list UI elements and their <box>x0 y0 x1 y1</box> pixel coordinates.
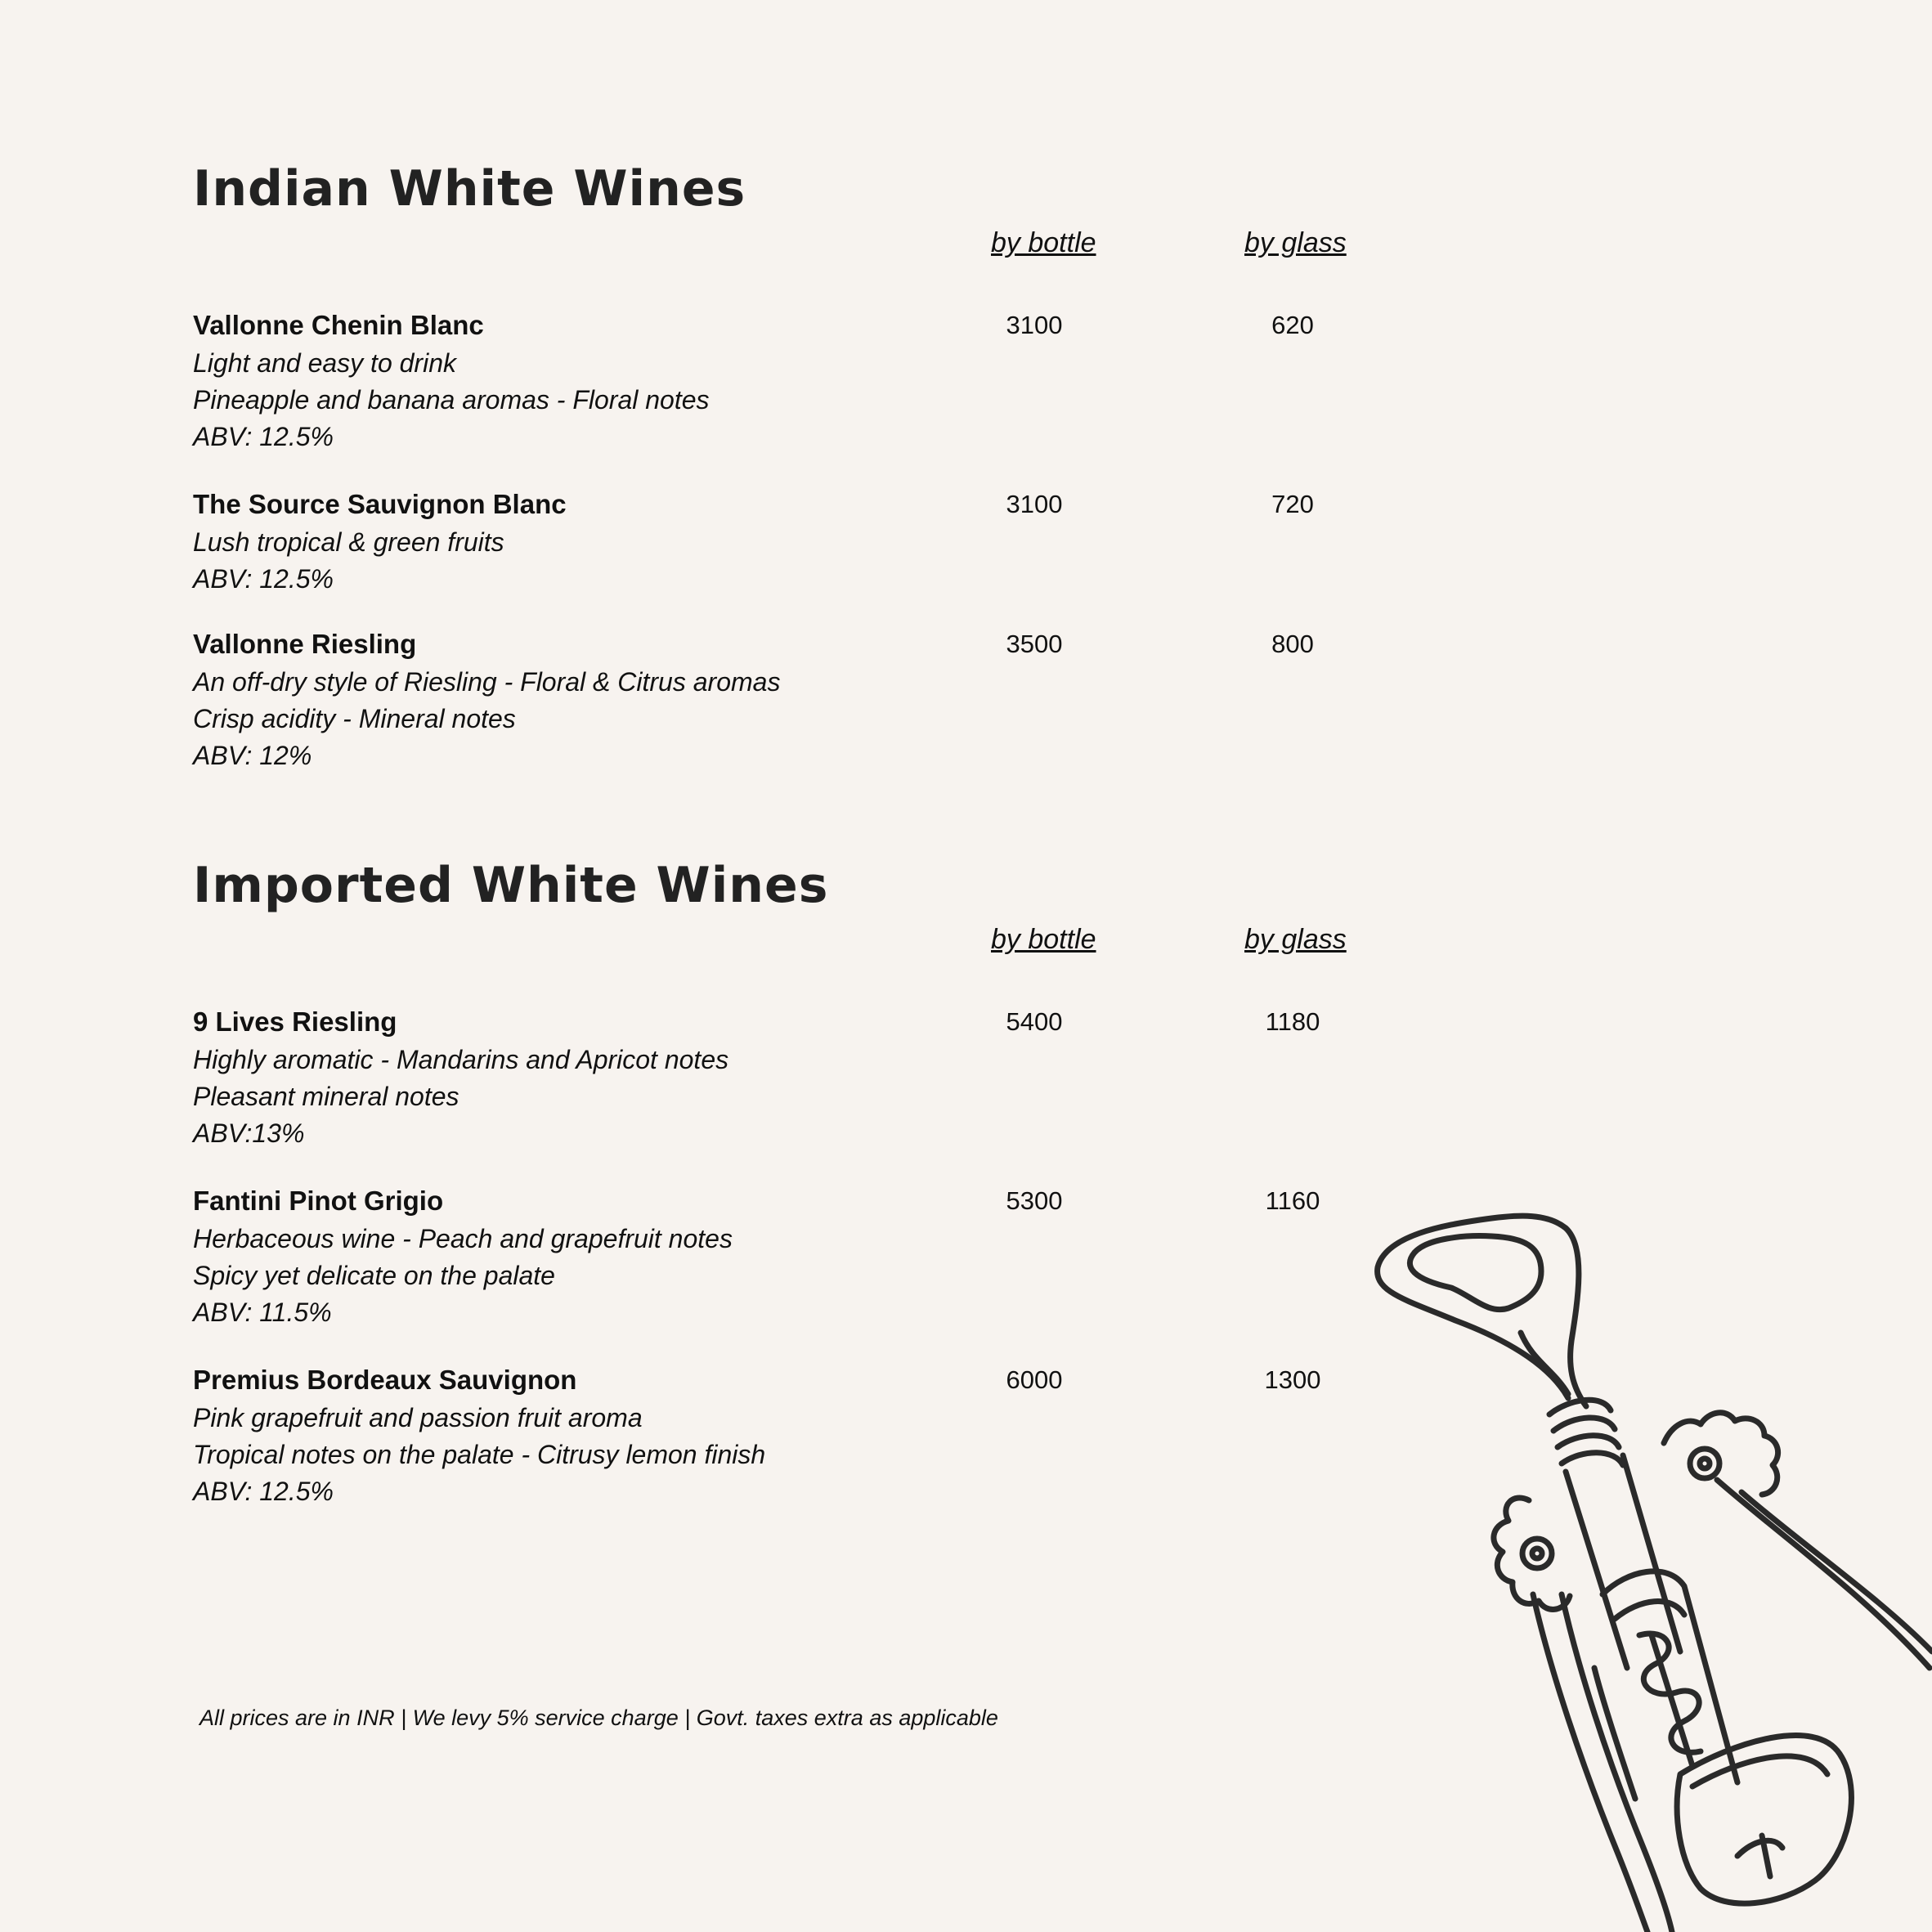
wine-description-line: An off-dry style of Riesling - Floral & Citrus aromas <box>193 667 781 697</box>
wine-item-fantini-pinot-grigio <box>193 1181 1338 1331</box>
footer-note: All prices are in INR | We levy 5% service charge | Govt. taxes extra as applicable <box>199 1706 998 1730</box>
wine-description-line: Crisp acidity - Mineral notes <box>193 704 516 733</box>
wine-abv: ABV: 12.5% <box>193 422 334 451</box>
section-title-indian: Indian White Wines <box>193 160 746 217</box>
price-by-bottle: 3100 <box>1006 490 1063 518</box>
price-by-glass: 620 <box>1271 311 1314 339</box>
wine-abv: ABV: 12% <box>193 741 312 770</box>
wine-abv: ABV: 12.5% <box>193 1477 334 1506</box>
wine-item-9-lives-riesling <box>193 1002 1338 1152</box>
price-by-bottle: 3500 <box>1006 630 1063 658</box>
wine-description-line: Pleasant mineral notes <box>193 1082 459 1111</box>
wine-name: 9 Lives Riesling <box>193 1006 397 1037</box>
column-header-by-glass: by glass <box>1244 924 1347 955</box>
wine-description-line: Pineapple and banana aromas - Floral notes <box>193 385 710 415</box>
wine-description-line: Tropical notes on the palate - Citrusy lemon finish <box>193 1440 766 1469</box>
wine-name: Fantini Pinot Grigio <box>193 1186 444 1216</box>
wine-name: The Source Sauvignon Blanc <box>193 489 567 519</box>
section-title-imported: Imported White Wines <box>193 857 829 914</box>
wine-item-the-source-sauvignon-blanc <box>193 485 1338 598</box>
wine-description-line: Herbaceous wine - Peach and grapefruit notes <box>193 1224 733 1253</box>
wine-name: Vallonne Chenin Blanc <box>193 310 484 340</box>
column-header-by-bottle: by bottle <box>991 227 1096 258</box>
wine-description-line: Pink grapefruit and passion fruit aroma <box>193 1403 643 1432</box>
price-by-bottle: 6000 <box>1006 1365 1063 1394</box>
corkscrew-icon <box>1357 1210 1932 1932</box>
wine-item-vallonne-riesling <box>193 625 1338 774</box>
price-by-glass: 1180 <box>1265 1007 1320 1036</box>
price-by-glass: 720 <box>1271 490 1314 518</box>
wine-description-line: Highly aromatic - Mandarins and Apricot notes <box>193 1045 729 1074</box>
price-by-glass: 1300 <box>1264 1365 1321 1394</box>
wine-name: Vallonne Riesling <box>193 629 417 659</box>
wine-abv: ABV:13% <box>193 1118 305 1148</box>
wine-description-line: Lush tropical & green fruits <box>193 527 504 557</box>
column-header-by-glass: by glass <box>1244 227 1347 258</box>
wine-item-vallonne-chenin-blanc <box>193 306 1338 455</box>
wine-abv: ABV: 12.5% <box>193 564 334 594</box>
wine-description-line: Spicy yet delicate on the palate <box>193 1261 555 1290</box>
column-header-by-bottle: by bottle <box>991 924 1096 955</box>
price-by-glass: 800 <box>1271 630 1314 658</box>
price-by-bottle: 3100 <box>1006 311 1063 339</box>
price-by-bottle: 5400 <box>1006 1007 1063 1036</box>
wine-abv: ABV: 11.5% <box>193 1298 332 1327</box>
price-by-bottle: 5300 <box>1006 1186 1063 1215</box>
price-by-glass: 1160 <box>1265 1186 1320 1215</box>
wine-item-premius-bordeaux-sauvignon <box>193 1360 1338 1510</box>
wine-description-line: Light and easy to drink <box>193 348 456 378</box>
wine-name: Premius Bordeaux Sauvignon <box>193 1365 577 1395</box>
